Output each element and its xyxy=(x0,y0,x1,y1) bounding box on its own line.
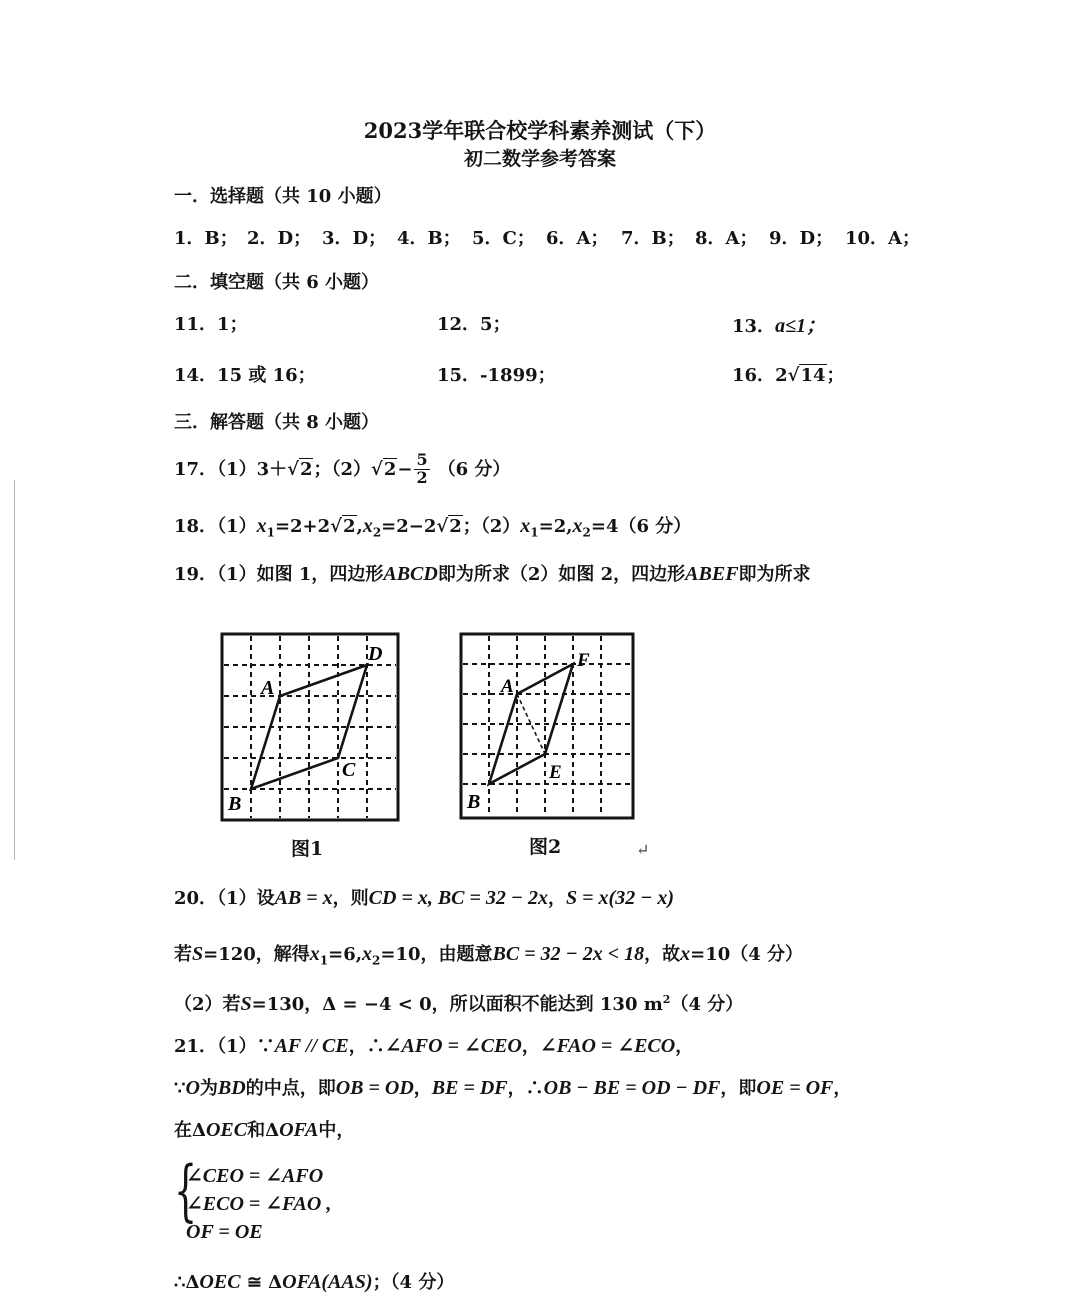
q21-part: ， xyxy=(413,1078,432,1099)
subscript: 1 xyxy=(319,953,329,968)
math-expression: ∠AFO = ∠CEO xyxy=(384,1035,522,1057)
q21-part: 的中点，即 xyxy=(245,1078,336,1099)
scan-edge-line xyxy=(14,480,15,860)
point-f-label: F xyxy=(577,650,590,671)
sqrt-expression: √2 xyxy=(287,458,313,480)
q20-line-1 xyxy=(174,886,674,910)
math-expression: S = x(32 − x) xyxy=(566,887,674,909)
sqrt-expression: √14 xyxy=(787,365,826,386)
q21-part: ，即 xyxy=(720,1078,757,1099)
choice-answer: 2．D； xyxy=(247,228,312,249)
point-a-label: A xyxy=(261,677,275,699)
triangle-name: OFA xyxy=(279,1119,319,1141)
q21-part: 21．（1）∵ xyxy=(174,1036,275,1057)
q20-part: =10（4 分） xyxy=(690,944,804,965)
q17-score: （6 分） xyxy=(437,458,511,480)
variable: S xyxy=(192,943,204,965)
fill-answer-16 xyxy=(732,365,845,387)
q19-part: 19．（1）如图 1，四边形 xyxy=(174,564,384,585)
radicand: 14 xyxy=(800,365,826,386)
q20-part: =6, xyxy=(328,944,363,965)
variable: S xyxy=(240,993,252,1015)
choice-answer: 5．C； xyxy=(472,228,535,249)
q21-part: ，∴ xyxy=(348,1036,385,1057)
math-expression: OE = OF xyxy=(756,1077,834,1099)
return-mark-icon: ↵ xyxy=(636,840,650,859)
sqrt-expression: √2 xyxy=(436,516,462,537)
choice-answer: 10．A； xyxy=(845,228,921,249)
q21-part: 和Δ xyxy=(247,1120,280,1141)
variable: x xyxy=(309,943,320,965)
fraction-numerator: 5 xyxy=(416,450,428,469)
q20-line-3 xyxy=(174,992,743,1016)
fill-answer-12: 12．5； xyxy=(437,314,511,335)
variable: x xyxy=(362,943,373,965)
q21-part: 中， xyxy=(318,1120,355,1141)
section-heading-fill: 二．填空题（共 6 小题） xyxy=(174,272,380,293)
point-b-label: B xyxy=(228,793,242,815)
choice-answer: 9．D； xyxy=(769,228,834,249)
point-c-label: C xyxy=(342,759,356,781)
q20-part: （2）若 xyxy=(174,994,241,1015)
q18-part: , xyxy=(356,516,363,537)
fill-answer-16-end: ； xyxy=(826,365,845,386)
math-expression: BC = 32 − 2x < 18 xyxy=(492,943,645,965)
q21-line-2 xyxy=(174,1076,851,1100)
figure-2-frame xyxy=(461,634,633,818)
fill-answer-13-value: a≤1； xyxy=(775,315,827,337)
choice-answer: 3．D； xyxy=(322,228,387,249)
q20-part: ，则 xyxy=(332,888,369,909)
triangle-name: OFA(AAS) xyxy=(282,1271,373,1293)
point-d-label: D xyxy=(368,643,383,665)
system-line: OF = OE xyxy=(186,1221,263,1243)
point-a-label: A xyxy=(501,676,514,697)
segment-name: BD xyxy=(217,1077,246,1099)
math-expression: OB − BE = OD − DF xyxy=(543,1077,721,1099)
q19-answer xyxy=(174,562,811,586)
figure-2-grid xyxy=(459,632,637,822)
variable: O xyxy=(185,1077,200,1099)
fill-answer-16-coef: 2 xyxy=(775,365,788,386)
q18-part: ；（2） xyxy=(462,516,521,537)
q21-part: ， xyxy=(521,1036,540,1057)
left-brace: { xyxy=(174,1152,198,1229)
variable: x xyxy=(362,515,373,537)
figure-2-caption: 图2 xyxy=(529,836,562,858)
subscript: 2 xyxy=(582,525,591,540)
triangle-name: OEC xyxy=(199,1271,241,1293)
subscript: 2 xyxy=(372,525,382,540)
radicand: 2 xyxy=(383,458,397,480)
fill-answer-13-number: 13． xyxy=(732,316,776,337)
subscript: 1 xyxy=(266,525,275,540)
choice-answer: 1．B； xyxy=(174,228,238,249)
q20-part: 20．（1）设 xyxy=(174,888,275,909)
radicand: 2 xyxy=(299,458,313,480)
q21-part: 在Δ xyxy=(174,1120,206,1141)
variable: x xyxy=(256,515,267,537)
variable: x xyxy=(520,515,531,537)
system-line: ∠CEO = ∠AFO xyxy=(186,1165,324,1187)
fill-answer-16-number: 16． xyxy=(732,365,776,386)
fraction-denominator: 2 xyxy=(416,467,428,487)
section-heading-solve: 三．解答题（共 8 小题） xyxy=(174,412,380,433)
q18-part: =2+2 xyxy=(274,516,331,537)
q21-line-1 xyxy=(174,1034,693,1058)
q19-part: 即为所求 xyxy=(738,564,811,585)
q21-part: ∴Δ xyxy=(174,1272,200,1293)
figure-1-caption: 图1 xyxy=(291,838,324,860)
q21-part: ， xyxy=(675,1036,694,1057)
shape-name: ABEF xyxy=(685,563,739,585)
variable: x xyxy=(680,943,691,965)
q18-part: =2−2 xyxy=(381,516,437,537)
q21-part: ， xyxy=(833,1078,852,1099)
sqrt-expression: √2 xyxy=(330,516,356,537)
page-subtitle: 初二数学参考答案 xyxy=(463,148,616,170)
superscript: 2 xyxy=(662,993,671,1006)
math-expression: ∠FAO = ∠ECO xyxy=(539,1035,676,1057)
q20-part: =130，Δ = −4 < 0，所以面积不能达到 130 m xyxy=(251,994,663,1015)
system-line: ∠ECO = ∠FAO , xyxy=(186,1193,332,1215)
q21-part: 为 xyxy=(199,1078,218,1099)
point-e-label: E xyxy=(549,762,562,783)
q21-line-4 xyxy=(174,1270,454,1294)
fill-answer-14: 14．15 或 16； xyxy=(174,365,316,386)
math-expression: AB = x xyxy=(274,887,333,909)
fill-answer-15: 15．-1899； xyxy=(437,365,556,386)
q20-part: （4 分） xyxy=(670,994,744,1015)
q18-answer xyxy=(174,514,691,540)
choice-answer: 4．B； xyxy=(397,228,461,249)
q21-part: ∵ xyxy=(174,1078,186,1099)
fill-answer-13 xyxy=(732,314,826,338)
choice-answer: 8．A； xyxy=(695,228,758,249)
shape-name: ABCD xyxy=(383,563,438,585)
section-heading-choice: 一．选择题（共 10 小题） xyxy=(174,186,392,207)
q20-part: 若 xyxy=(174,944,192,965)
math-expression: AF // CE xyxy=(274,1035,349,1057)
sqrt-expression: √2 xyxy=(371,458,397,480)
page-title: 2023学年联合校学科素养测试（下） xyxy=(363,118,717,143)
math-expression: OB = OD xyxy=(335,1077,414,1099)
choice-answer: 6．A； xyxy=(546,228,609,249)
fill-answer-11: 11．1； xyxy=(174,314,248,335)
q18-part: 18．（1） xyxy=(174,516,257,537)
subscript: 2 xyxy=(372,953,381,968)
q20-part: ， xyxy=(548,888,567,909)
q18-score: =4（6 分） xyxy=(590,516,692,537)
figure-1-grid xyxy=(220,632,402,824)
q19-part: 即为所求（2）如图 2，四边形 xyxy=(437,564,686,585)
q20-part: ，故 xyxy=(644,944,681,965)
math-expression: BE = DF xyxy=(431,1077,508,1099)
q21-part: ，∴ xyxy=(507,1078,544,1099)
radicand: 2 xyxy=(343,516,356,537)
q21-part: ；（4 分） xyxy=(372,1272,455,1293)
q21-part: ≅ Δ xyxy=(240,1272,283,1293)
q20-part: =10，由题意 xyxy=(380,944,493,965)
q17-part: 17．（1）3＋ xyxy=(174,458,288,480)
q18-part: =2, xyxy=(538,516,573,537)
point-b-label: B xyxy=(467,791,481,813)
q17-part: ；（2） xyxy=(313,458,372,480)
choice-answer: 7．B； xyxy=(621,228,685,249)
fraction xyxy=(414,452,429,487)
triangle-name: OEC xyxy=(205,1119,248,1141)
q21-line-3 xyxy=(174,1118,354,1142)
q20-line-2 xyxy=(174,942,803,968)
subscript: 1 xyxy=(530,525,539,540)
q17-answer xyxy=(174,452,510,487)
radicand: 2 xyxy=(449,516,462,537)
figure-2-gridlines xyxy=(463,636,633,816)
variable: x xyxy=(572,515,583,537)
minus-sign: − xyxy=(397,458,413,480)
q20-part: =120，解得 xyxy=(203,944,310,965)
math-expression: CD = x, BC = 32 − 2x xyxy=(368,887,549,909)
